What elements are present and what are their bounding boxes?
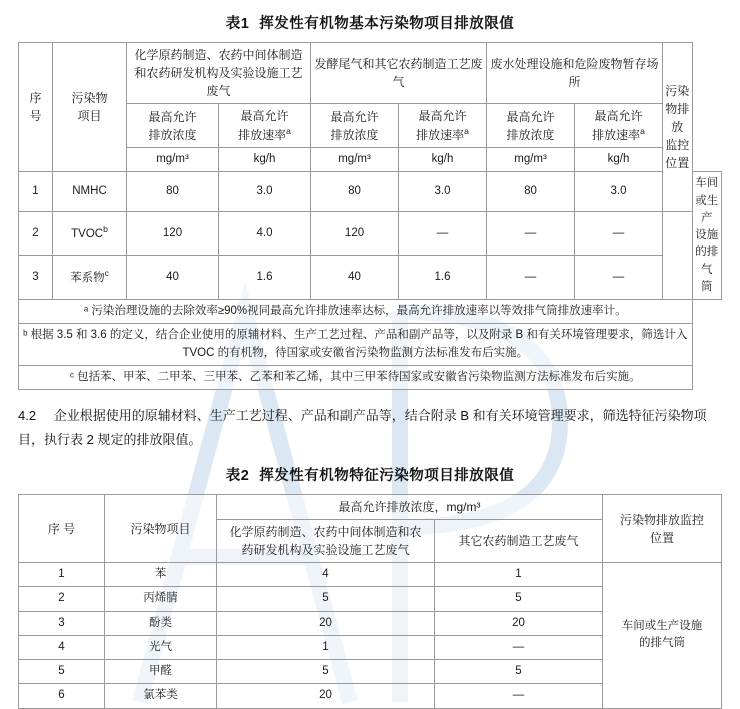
table1-header-rate-3: 最高允许 排放速率$^a$ — [575, 104, 663, 148]
table1-row1-c3: 80 — [487, 172, 575, 212]
table2-row4-seq: 4 — [19, 635, 105, 659]
table1-row3-r3: — — [575, 255, 663, 299]
table1-header-group1: 化学原药制造、农药中间体制造和农药研发机构及实验设施工艺废气 — [127, 43, 311, 104]
table2-header-sub1: 化学原药制造、农药中间体制造和农 药研发机构及实验设施工艺废气 — [217, 520, 435, 563]
table1-row2-c3: — — [487, 211, 575, 255]
table2-header-sub2: 其它农药制造工艺废气 — [435, 520, 603, 563]
table1-header-row-1 — [19, 43, 722, 104]
paragraph-4-2-number: 4.2 — [18, 408, 37, 423]
table1-row2-r3: — — [575, 211, 663, 255]
table2-row2-name: 丙烯腈 — [105, 587, 217, 611]
table-row — [19, 563, 722, 587]
table2-row5-v1: 5 — [217, 660, 435, 684]
table-row — [19, 255, 722, 299]
table1 — [18, 42, 722, 390]
table2-row3-v1: 20 — [217, 611, 435, 635]
table1-row1-c1: 80 — [127, 172, 219, 212]
table2-header-monitor: 污染物排放监控 位置 — [603, 495, 722, 563]
table-row — [19, 172, 722, 212]
table1-note-c: ᶜ 包括苯、甲苯、二甲苯、三甲苯、乙苯和苯乙烯，其中三甲苯待国家或安徽省污染物监测方法标准发布后实施。 — [19, 365, 693, 389]
table1-header-conc-1: 最高允许 排放浓度 — [127, 104, 219, 148]
table2-header-pollutant: 污染物项目 — [105, 495, 217, 563]
table1-header-rate-2: 最高允许 排放速率$^a$ — [399, 104, 487, 148]
table1-header-monitor: 污染物排放 监控位置 — [663, 43, 692, 212]
table1-title-number: 表1 — [225, 16, 250, 32]
table2-row1-name: 苯 — [105, 563, 217, 587]
table-row — [19, 211, 722, 255]
table1-header-rate-1: 最高允许 排放速率$^a$ — [219, 104, 311, 148]
table1-title — [18, 12, 722, 33]
table1-row2-r1: 4.0 — [219, 211, 311, 255]
table2-row5-v2: 5 — [435, 660, 603, 684]
table1-row2-r2: — — [399, 211, 487, 255]
table1-row1-c2: 80 — [311, 172, 399, 212]
table1-note-row-2 — [19, 324, 722, 366]
table1-header-seq: 序 号 — [19, 43, 53, 172]
table2-title-number: 表2 — [225, 468, 250, 485]
table2-row1-v2: 1 — [435, 563, 603, 587]
table2-row2-v1: 5 — [217, 587, 435, 611]
table1-header-conc-3: 最高允许 排放浓度 — [487, 104, 575, 148]
paragraph-4-2-text: 企业根据使用的原辅材料、生产工艺过程、产品和副产品等，结合附录 B 和有关环境管理要求，筛选特征污染物项目，执行表 2 规定的排放限值。 — [18, 408, 707, 448]
table1-header-pollutant: 污染物 项目 — [53, 43, 127, 172]
table2 — [18, 494, 722, 709]
table1-row1-r3: 3.0 — [575, 172, 663, 212]
table1-note-a: ᵃ 污染治理设施的去除效率≥90%视同最高允许排放速率达标，最高允许排放速率以等效排气筒排放速率计。 — [19, 300, 693, 324]
document-page — [0, 12, 740, 709]
table2-row4-v1: 1 — [217, 635, 435, 659]
table1-unit-rate-2: kg/h — [399, 148, 487, 172]
table1-note-row-1 — [19, 300, 722, 324]
table2-row6-name: 氯苯类 — [105, 684, 217, 708]
table2-title — [18, 464, 722, 485]
table1-note-b: ᵇ 根据 3.5 和 3.6 的定义，结合企业使用的原辅材料、生产工艺过程、产品和副产品等，以及附录 B 和有关环境管理要求，筛选计入 TVOC 的有机物，待国家或安徽省污染物监测方法标准发布后实施。 — [19, 324, 693, 366]
table2-row5-name: 甲醛 — [105, 660, 217, 684]
table1-monitor-value: 车间或生产 设施的排气 筒 — [692, 172, 721, 300]
table1-row2-c1: 120 — [127, 211, 219, 255]
table1-unit-rate-1: kg/h — [219, 148, 311, 172]
table2-row5-seq: 5 — [19, 660, 105, 684]
table1-note-row-3 — [19, 365, 722, 389]
table1-unit-conc-3: mg/m³ — [487, 148, 575, 172]
table2-title-text: 挥发性有机物特征污染物项目排放限值 — [259, 468, 515, 485]
table1-unit-rate-3: kg/h — [575, 148, 663, 172]
table1-row3-seq: 3 — [19, 255, 53, 299]
table2-row3-name: 酚类 — [105, 611, 217, 635]
table2-row1-seq: 1 — [19, 563, 105, 587]
table1-row2-name: TVOC$^b$ — [53, 211, 127, 255]
table1-header-group3: 废水处理设施和危险废物暂存场所 — [487, 43, 663, 104]
table1-row1-r2: 3.0 — [399, 172, 487, 212]
table1-row2-c2: 120 — [311, 211, 399, 255]
table2-row3-seq: 3 — [19, 611, 105, 635]
table2-row6-v1: 20 — [217, 684, 435, 708]
table2-row1-v1: 4 — [217, 563, 435, 587]
table1-row3-c2: 40 — [311, 255, 399, 299]
table1-row3-c3: — — [487, 255, 575, 299]
table2-header-seq: 序 号 — [19, 495, 105, 563]
table1-title-text: 挥发性有机物基本污染物项目排放限值 — [259, 16, 515, 32]
table1-unit-conc-1: mg/m³ — [127, 148, 219, 172]
table1-row1-seq: 1 — [19, 172, 53, 212]
table1-row2-seq: 2 — [19, 211, 53, 255]
table2-row6-seq: 6 — [19, 684, 105, 708]
table2-row2-seq: 2 — [19, 587, 105, 611]
table1-row1-name: NMHC — [53, 172, 127, 212]
paragraph-4-2 — [18, 404, 722, 452]
table2-row2-v2: 5 — [435, 587, 603, 611]
table1-header-conc-2: 最高允许 排放浓度 — [311, 104, 399, 148]
table2-row3-v2: 20 — [435, 611, 603, 635]
table2-row4-v2: — — [435, 635, 603, 659]
table1-row3-r1: 1.6 — [219, 255, 311, 299]
table1-row3-r2: 1.6 — [399, 255, 487, 299]
table2-row4-name: 光气 — [105, 635, 217, 659]
table1-row3-c1: 40 — [127, 255, 219, 299]
table1-header-group2: 发酵尾气和其它农药制造工艺废气 — [311, 43, 487, 104]
table1-row3-name: 苯系物$^c$ — [53, 255, 127, 299]
table2-header-row-1 — [19, 495, 722, 520]
table1-unit-conc-2: mg/m³ — [311, 148, 399, 172]
table2-monitor-value: 车间或生产设施 的排气筒 — [603, 563, 722, 709]
table2-row6-v2: — — [435, 684, 603, 708]
table1-row1-r1: 3.0 — [219, 172, 311, 212]
table2-header-conc-group: 最高允许排放浓度，mg/m³ — [217, 495, 603, 520]
